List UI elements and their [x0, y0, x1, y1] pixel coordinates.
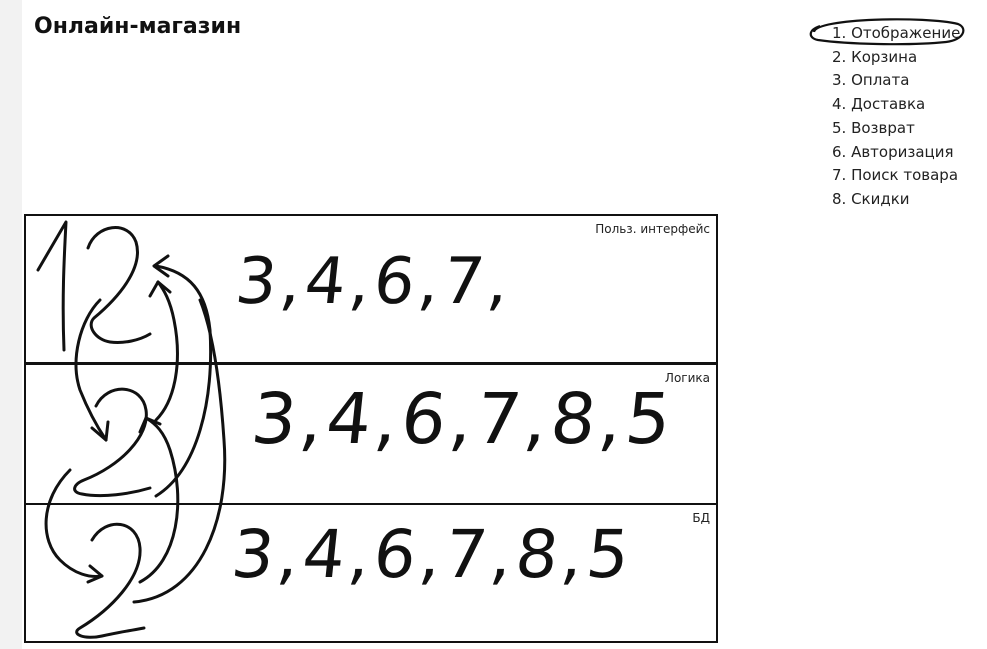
- topic-item: 1. Отображение: [832, 24, 961, 42]
- topic-item: 4. Доставка: [832, 95, 926, 114]
- left-margin-strip: [0, 0, 22, 649]
- layer-label: Польз. интерфейс: [595, 222, 710, 236]
- topic-item: 5. Возврат: [832, 118, 915, 137]
- page-title: Онлайн-магазин: [34, 14, 242, 39]
- layer-label: Логика: [664, 371, 710, 385]
- topic-item: 7. Поиск товара: [832, 166, 959, 185]
- ui-components-text: 3,4,6,7,: [232, 245, 517, 319]
- layer-label: БД: [692, 511, 710, 525]
- topic-item: 8. Скидки: [832, 189, 910, 208]
- logic-components-text: 3,4,6,7,8,5: [247, 378, 679, 460]
- db-components-text: 3,4,6,7,8,5: [228, 516, 637, 593]
- topic-item: 6. Авторизация: [832, 142, 954, 161]
- topic-item: 3. Оплата: [832, 71, 910, 90]
- topic-item: 2. Корзина: [832, 47, 918, 66]
- topic-list: [832, 22, 960, 212]
